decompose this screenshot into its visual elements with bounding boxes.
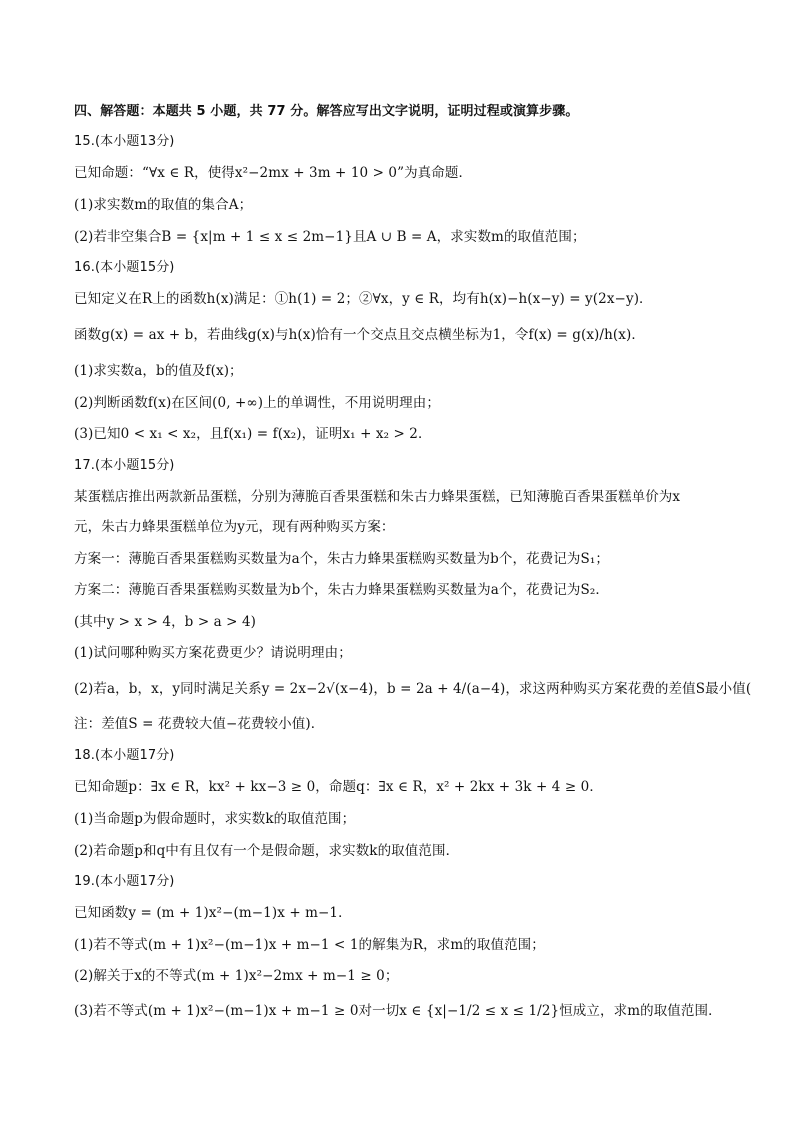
question-16-part-1: (1)求实数a，b的值及f(x)； bbox=[74, 363, 243, 379]
question-17-stem: 某蛋糕店推出两款新品蛋糕，分别为薄脆百香果蛋糕和朱古力蜂果蛋糕，已知薄脆百香果蛋糕单价为x bbox=[74, 489, 681, 505]
question-17-stem-2: 元，朱古力蜂果蛋糕单位为y元，现有两种购买方案： bbox=[74, 519, 395, 535]
question-19-stem: 已知函数y = (m + 1)x²−(m−1)x + m−1． bbox=[74, 905, 352, 921]
question-18-stem: 已知命题p：∃x ∈ R，kx² + kx−3 ≥ 0，命题q：∃x ∈ R，x² + 2kx + 3k + 4 ≥ 0． bbox=[74, 779, 603, 795]
question-15-part-1: (1)求实数m的取值的集合A； bbox=[74, 197, 253, 213]
section-header: 四、解答题：本题共 5 小题，共 77 分。解答应写出文字说明，证明过程或演算步骤。 bbox=[74, 104, 579, 119]
question-15-part-2: (2)若非空集合B = {x|m + 1 ≤ x ≤ 2m−1}且A ∪ B = A，求实数m的取值范围； bbox=[74, 229, 586, 245]
question-16-part-3: (3)已知0 < x₁ < x₂，且f(x₁) = f(x₂)，证明x₁ + x₂ > 2． bbox=[74, 426, 432, 442]
question-18-part-1: (1)当命题p为假命题时，求实数k的取值范围； bbox=[74, 811, 356, 827]
question-16-stem: 已知定义在R上的函数h(x)满足：①h(1) = 2；②∀x，y ∈ R，均有h(x)−h(x−y) = y(2x−y)． bbox=[74, 291, 653, 307]
question-17-part-1: (1)试问哪种购买方案花费更少？请说明理由； bbox=[74, 645, 352, 661]
question-17-condition: (其中y > x > 4，b > a > 4) bbox=[74, 614, 257, 630]
question-16-stem-2: 函数g(x) = ax + b，若曲线g(x)与h(x)恰有一个交点且交点横坐标为1，令f(x) = g(x)/h(x)． bbox=[74, 327, 645, 343]
question-18-number: 18.(本小题17分) bbox=[74, 748, 175, 763]
question-17-part-2: (2)若a，b，x，y同时满足关系y = 2x−2√(x−4)，b = 2a + 4/(a−4)，求这两种购买方案花费的差值S最小值( bbox=[74, 681, 752, 697]
question-19-number: 19.(本小题17分) bbox=[74, 874, 175, 889]
question-17-plan-1: 方案一：薄脆百香果蛋糕购买数量为a个，朱古力蜂果蛋糕购买数量为b个，花费记为S₁； bbox=[74, 551, 609, 567]
question-19-part-3: (3)若不等式(m + 1)x²−(m−1)x + m−1 ≥ 0对一切x ∈ {x|−1/2 ≤ x ≤ 1/2}恒成立，求m的取值范围． bbox=[74, 1003, 722, 1019]
question-17-number: 17.(本小题15分) bbox=[74, 458, 175, 473]
question-19-part-1: (1)若不等式(m + 1)x²−(m−1)x + m−1 < 1的解集为R，求m的取值范围； bbox=[74, 937, 545, 953]
question-18-part-2: (2)若命题p和q中有且仅有一个是假命题，求实数k的取值范围． bbox=[74, 843, 460, 859]
question-17-plan-2: 方案二：薄脆百香果蛋糕购买数量为b个，朱古力蜂果蛋糕购买数量为a个，花费记为S₂． bbox=[74, 582, 609, 598]
question-15-number: 15.(本小题13分) bbox=[74, 134, 175, 149]
question-16-part-2: (2)判断函数f(x)在区间(0, +∞)上的单调性，不用说明理由； bbox=[74, 395, 440, 411]
question-17-note: 注：差值S = 花费较大值−花费较小值)． bbox=[74, 716, 325, 732]
question-15-stem: 已知命题：“∀x ∈ R，使得x²−2mx + 3m + 10 > 0”为真命题． bbox=[74, 165, 473, 181]
question-16-number: 16.(本小题15分) bbox=[74, 260, 175, 275]
question-19-part-2: (2)解关于x的不等式(m + 1)x²−2mx + m−1 ≥ 0； bbox=[74, 968, 399, 984]
